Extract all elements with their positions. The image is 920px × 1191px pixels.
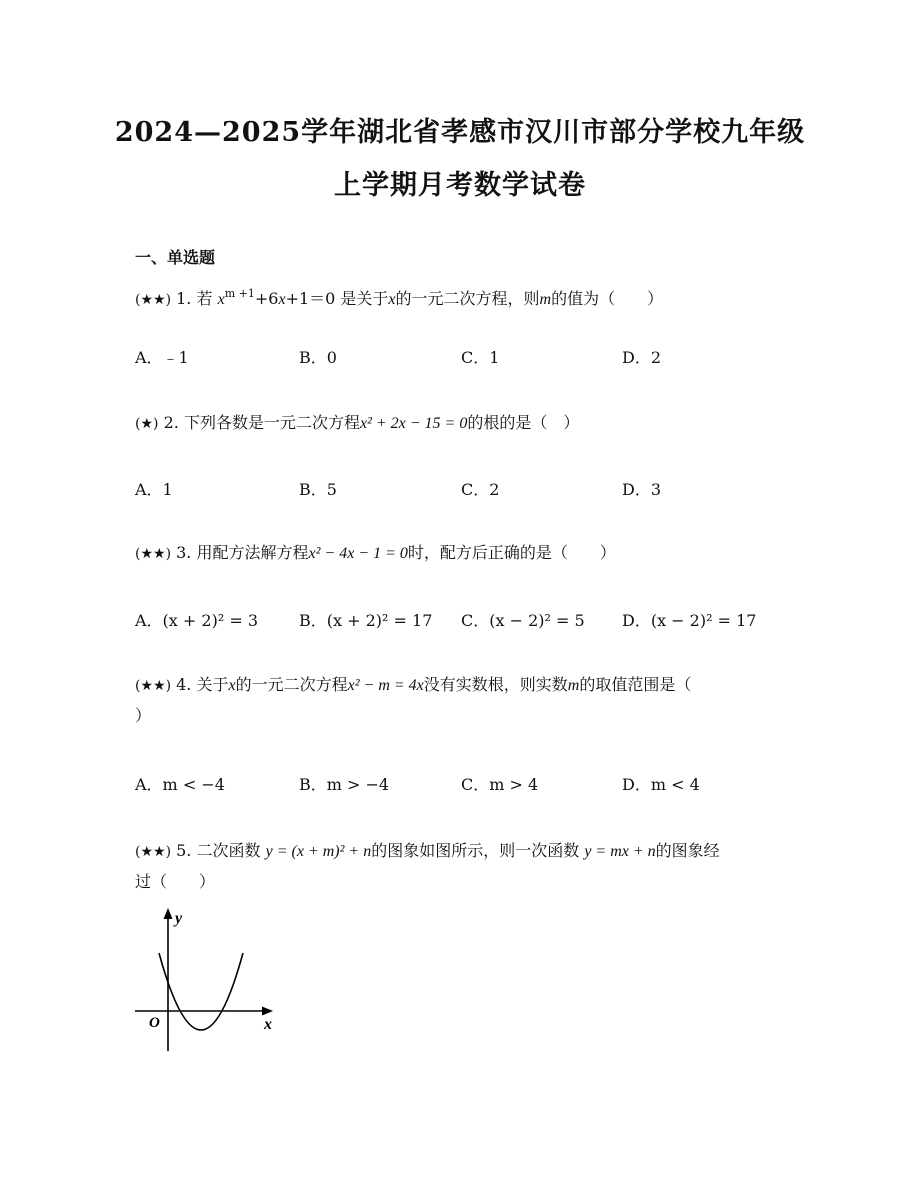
- difficulty-stars: (★★): [135, 292, 172, 308]
- option-a[interactable]: A．1: [135, 480, 173, 499]
- option-b[interactable]: B．(x + 2)² = 17: [299, 611, 433, 630]
- difficulty-stars: (★★): [135, 546, 172, 562]
- option-a[interactable]: A．﹣1: [135, 348, 189, 367]
- math-variable: x: [278, 291, 286, 308]
- question-text: 二次函数: [196, 841, 261, 860]
- option-b[interactable]: B．0: [299, 348, 337, 367]
- y-axis-label: y: [175, 910, 183, 927]
- x-axis-arrow-icon: [262, 1007, 273, 1016]
- question-text: 若: [196, 289, 213, 308]
- question-text: +1＝0 是关于: [285, 289, 389, 308]
- question-number: 3.: [176, 543, 192, 562]
- option-d[interactable]: D．(x − 2)² = 17: [622, 611, 757, 630]
- x-axis-label: x: [264, 1016, 272, 1033]
- question-3: [135, 538, 785, 569]
- question-2-options: [135, 477, 785, 501]
- question-text: 的一元二次方程: [235, 675, 348, 694]
- question-number: 2.: [163, 413, 179, 432]
- question-number: 5.: [176, 841, 192, 860]
- option-d[interactable]: D．3: [622, 480, 662, 499]
- question-text: 用配方法解方程: [196, 543, 309, 562]
- option-b[interactable]: B．5: [299, 480, 337, 499]
- option-a[interactable]: A．(x + 2)² = 3: [135, 611, 258, 630]
- option-c[interactable]: C．m > 4: [461, 775, 539, 794]
- difficulty-stars: (★★): [135, 678, 172, 694]
- math-exponent: m +1: [224, 287, 255, 300]
- paper-title-line-2: 上学期月考数学试卷: [334, 170, 586, 201]
- question-text: 的值为（ ）: [551, 289, 664, 308]
- math-variable: m: [539, 291, 552, 308]
- math-equation: x² + 2x − 15 = 0: [359, 415, 468, 432]
- paper-title-line-1: 2024—2025学年湖北省孝感市汉川市部分学校九年级: [114, 117, 806, 148]
- y-axis-arrow-icon: [164, 908, 173, 919]
- option-c[interactable]: C．(x − 2)² = 5: [461, 611, 585, 630]
- parabola-curve: [159, 953, 243, 1030]
- math-equation: x² − m = 4x: [347, 677, 424, 694]
- question-4: [135, 670, 785, 731]
- math-equation: y = mx + n: [584, 843, 656, 860]
- math-variable: x: [228, 677, 236, 694]
- difficulty-stars: (★★): [135, 844, 172, 860]
- origin-label: O: [149, 1015, 160, 1031]
- option-c[interactable]: C．1: [461, 348, 500, 367]
- question-2: [135, 408, 785, 439]
- math-variable: x: [217, 291, 225, 308]
- option-d[interactable]: D．2: [622, 348, 662, 367]
- question-text: 关于: [196, 675, 229, 694]
- question-text: 时，配方后正确的是（ ）: [407, 543, 616, 562]
- question-text: 的图象如图所示，则一次函数: [371, 841, 580, 860]
- math-equation: y = (x + m)² + n: [265, 843, 372, 860]
- question-text: +6: [254, 289, 279, 308]
- math-variable: x: [388, 291, 396, 308]
- question-number: 4.: [176, 675, 192, 694]
- question-text: 的取值范围是（: [579, 675, 692, 694]
- question-text: 的一元二次方程，则: [395, 289, 540, 308]
- question-text: 的图象经: [655, 841, 720, 860]
- option-b[interactable]: B．m > −4: [299, 775, 390, 794]
- question-text: 的根的是（ ）: [467, 413, 580, 432]
- question-1: [135, 279, 785, 315]
- question-text: ）: [135, 706, 152, 725]
- question-5: [135, 836, 785, 897]
- option-a[interactable]: A．m < −4: [135, 775, 225, 794]
- question-1-options: [135, 345, 785, 369]
- math-equation: x² − 4x − 1 = 0: [308, 545, 408, 562]
- section-heading: 一、单选题: [135, 248, 216, 267]
- math-variable: m: [567, 677, 580, 694]
- option-c[interactable]: C．2: [461, 480, 500, 499]
- question-text: 没有实数根，则实数: [423, 675, 568, 694]
- question-3-options: [135, 608, 785, 632]
- difficulty-stars: (★): [135, 416, 159, 432]
- question-4-options: [135, 772, 785, 796]
- question-text: 过（ ）: [135, 872, 216, 891]
- question-number: 1.: [176, 289, 192, 308]
- parabola-graph: [133, 905, 283, 1057]
- option-d[interactable]: D．m < 4: [622, 775, 700, 794]
- question-text: 下列各数是一元二次方程: [183, 413, 360, 432]
